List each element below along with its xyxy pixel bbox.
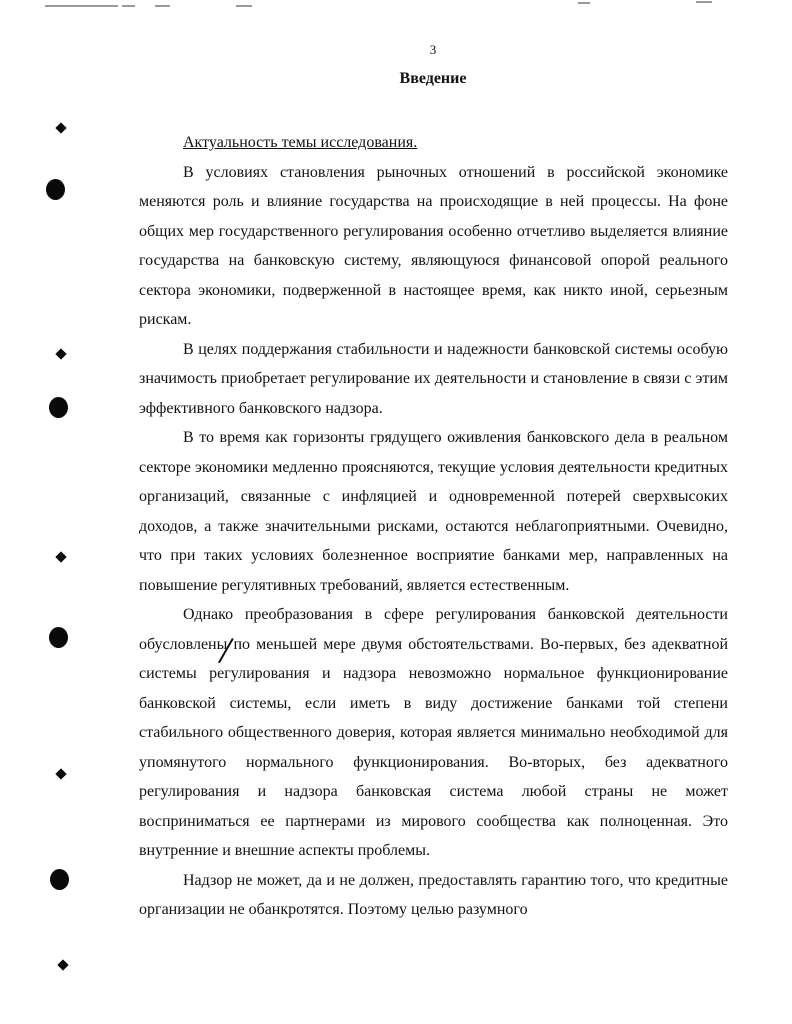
margin-mark [55, 122, 66, 133]
page-title: Введение [399, 70, 467, 87]
page-number: 3 [429, 42, 437, 57]
margin-mark [57, 959, 68, 970]
paragraph: В целях поддержания стабильности и надежности банковской системы особую значимость приобретает регулирование их деятельности и становление в связи с этим эффективного банковского надзора. [139, 340, 728, 417]
paragraph: Однако преобразования в сфере регулирования банковской деятельности обусловлены по меньшей мере двумя обстоятельствами. Во-первых, без адекватной системы регулирования и надзора невозможно нормальное функционирование банковской системы, если иметь в виду достижение банками той степени стабильного общественного доверия, которая является минимально необходимой для упомянутого нормального функционирования. Во-вторых, без адекватного регулирования и надзора банковская система любой страны не может восприниматься ее партнерами из мирового сообщества как полноценная. Это внутренние и внешние аспекты проблемы. [139, 606, 728, 859]
paragraph: В то время как горизонты грядущего оживления банковского дела в реальном секторе экономики медленно проясняются, текущие условия деятельности кредитных организаций, связанные с инфляцией и одновременной потерей сверхвысоких доходов, а также значительными рисками, остаются неблагоприятными. Очевидно, что при таких условиях болезненное восприятие банками мер, направленных на повышение регулятивных требований, является естественным. [139, 429, 728, 594]
binder-hole [49, 627, 68, 648]
paragraph: Надзор не может, да и не должен, предоставлять гарантию того, что кредитные организации не обанкротятся. Поэтому целью разумного [139, 871, 728, 918]
margin-mark [55, 551, 66, 562]
document-body [139, 128, 728, 925]
binder-hole [50, 869, 69, 890]
binder-hole [46, 179, 65, 200]
scan-top-edge-marks [0, 0, 792, 12]
section-heading: Актуальность темы исследования. [183, 134, 418, 151]
binder-hole [49, 397, 68, 418]
margin-mark [55, 768, 66, 779]
paragraph: В условиях становления рыночных отношений в российской экономике меняются роль и влияние государства на происходящие в ней процессы. На фоне общих мер государственного регулирования особенно отчетливо выделяется влияние государства на банковскую систему, являющуюся финансовой опорой реального сектора экономики, подверженной в настоящее время, как никто иной, серьезным рискам. [139, 163, 728, 328]
margin-mark [55, 348, 66, 359]
